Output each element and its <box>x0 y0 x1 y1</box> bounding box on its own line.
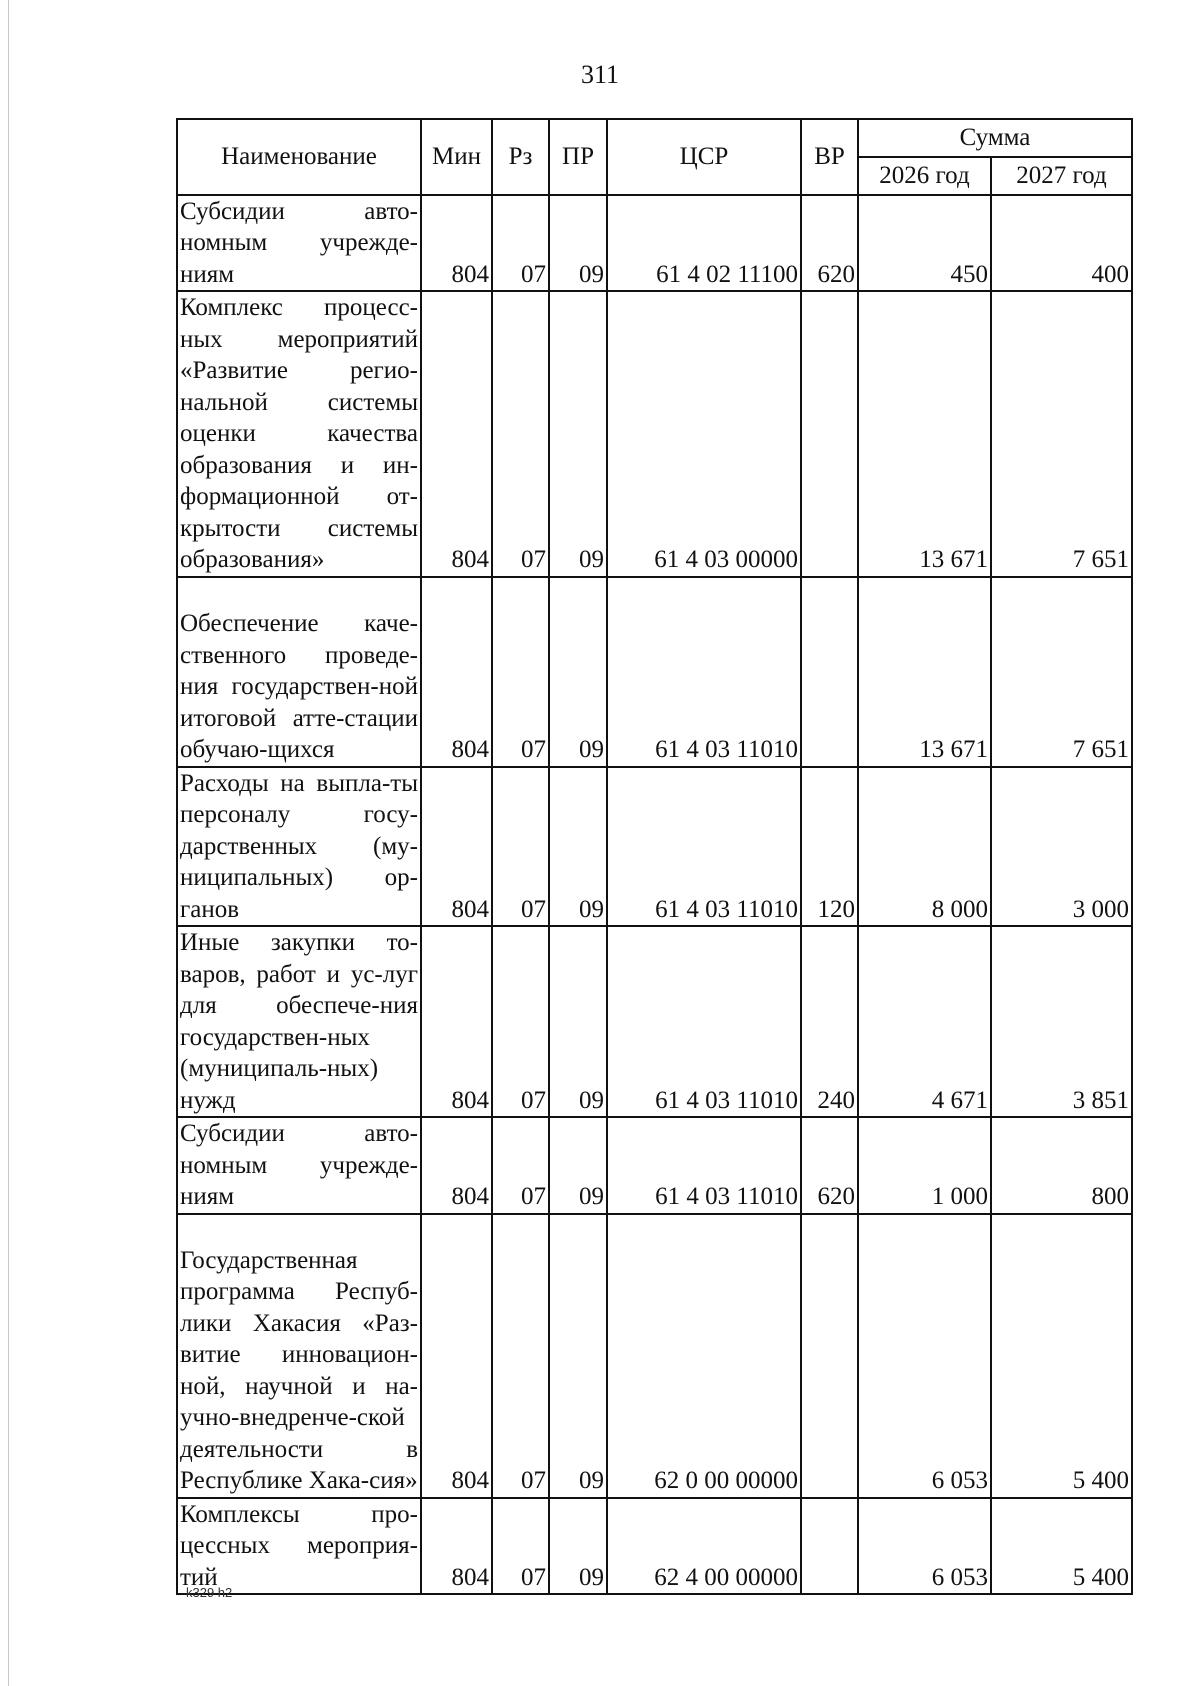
row-2027: 5 400 <box>991 1498 1132 1595</box>
budget-table <box>176 118 1133 1595</box>
row-2026: 4 671 <box>858 926 991 1117</box>
row-2027: 800 <box>991 1117 1132 1214</box>
row-pr: 09 <box>549 195 607 292</box>
row-rz: 07 <box>492 1117 549 1214</box>
row-rz: 07 <box>492 195 549 292</box>
row-csr: 61 4 02 11100 <box>607 195 801 292</box>
row-vr: 620 <box>801 195 858 292</box>
row-rz: 07 <box>492 767 549 927</box>
row-pr: 09 <box>549 291 607 577</box>
row-rz: 07 <box>492 291 549 577</box>
row-2027: 3 851 <box>991 926 1132 1117</box>
header-vr: ВР <box>801 119 858 195</box>
row-vr <box>801 291 858 577</box>
footer-code: k329 h2 <box>186 1585 233 1600</box>
row-name: Комплексы про-цессных мероприя-тий <box>177 1498 421 1595</box>
page-margin-line <box>8 0 9 1686</box>
row-min: 804 <box>421 291 492 577</box>
header-name: Наименование <box>177 119 421 195</box>
row-min: 804 <box>421 767 492 927</box>
table-row <box>177 577 1132 767</box>
row-vr: 240 <box>801 926 858 1117</box>
row-name: Субсидии авто-номным учрежде-ниям <box>177 1117 421 1214</box>
row-min: 804 <box>421 1214 492 1498</box>
row-2026: 6 053 <box>858 1498 991 1595</box>
row-2026: 13 671 <box>858 291 991 577</box>
row-pr: 09 <box>549 577 607 767</box>
row-min: 804 <box>421 577 492 767</box>
row-name: Расходы на выпла-ты персоналу госу-дарственных (му-ниципальных) ор-ганов <box>177 767 421 927</box>
row-rz: 07 <box>492 1498 549 1595</box>
row-name: Иные закупки то-варов, работ и ус-луг для обеспече-ния государствен-ных (муниципаль-ных) нужд <box>177 926 421 1117</box>
header-row <box>177 119 1132 157</box>
row-2027: 400 <box>991 195 1132 292</box>
header-year-2027: 2027 год <box>991 157 1132 195</box>
row-2026: 450 <box>858 195 991 292</box>
row-pr: 09 <box>549 1214 607 1498</box>
row-2026: 8 000 <box>858 767 991 927</box>
row-min: 804 <box>421 926 492 1117</box>
row-min: 804 <box>421 195 492 292</box>
row-min: 804 <box>421 1498 492 1595</box>
row-pr: 09 <box>549 1117 607 1214</box>
header-rz: Рз <box>492 119 549 195</box>
row-rz: 07 <box>492 1214 549 1498</box>
row-csr: 61 4 03 11010 <box>607 1117 801 1214</box>
row-pr: 09 <box>549 767 607 927</box>
row-name: Обеспечение каче-ственного проведе-ния государствен-ной итоговой атте-стации обучаю-щихся <box>177 577 421 767</box>
row-2026: 13 671 <box>858 577 991 767</box>
page-number: 311 <box>580 60 620 89</box>
row-name: Субсидии авто-номным учрежде-ниям <box>177 195 421 292</box>
table-row <box>177 1498 1132 1595</box>
table-row <box>177 291 1132 577</box>
table-row <box>177 767 1132 927</box>
header-pr: ПР <box>549 119 607 195</box>
row-2027: 7 651 <box>991 577 1132 767</box>
row-csr: 62 0 00 00000 <box>607 1214 801 1498</box>
header-csr: ЦСР <box>607 119 801 195</box>
table-row <box>177 1214 1132 1498</box>
row-rz: 07 <box>492 577 549 767</box>
row-vr <box>801 1214 858 1498</box>
header-min: Мин <box>421 119 492 195</box>
table-row <box>177 1117 1132 1214</box>
table-row <box>177 926 1132 1117</box>
header-year-2026: 2026 год <box>858 157 991 195</box>
row-2027: 5 400 <box>991 1214 1132 1498</box>
row-2027: 7 651 <box>991 291 1132 577</box>
row-pr: 09 <box>549 1498 607 1595</box>
table-row <box>177 195 1132 292</box>
row-csr: 61 4 03 11010 <box>607 767 801 927</box>
row-2027: 3 000 <box>991 767 1132 927</box>
header-sum: Сумма <box>858 119 1132 157</box>
row-2026: 6 053 <box>858 1214 991 1498</box>
row-csr: 61 4 03 00000 <box>607 291 801 577</box>
row-2026: 1 000 <box>858 1117 991 1214</box>
row-csr: 61 4 03 11010 <box>607 926 801 1117</box>
row-vr <box>801 577 858 767</box>
row-csr: 61 4 03 11010 <box>607 577 801 767</box>
row-pr: 09 <box>549 926 607 1117</box>
row-vr: 120 <box>801 767 858 927</box>
row-name: Государственная программа Респуб-лики Хакасия «Раз-витие инновацион-ной, научной и на-учно-внедренче-ской деятельности в Республике Хака-сия» <box>177 1214 421 1498</box>
row-rz: 07 <box>492 926 549 1117</box>
row-name: Комплекс процесс-ных мероприятий «Развитие регио-нальной системы оценки качества образования и ин-формационной от-крытости системы образования» <box>177 291 421 577</box>
row-vr <box>801 1498 858 1595</box>
row-vr: 620 <box>801 1117 858 1214</box>
row-csr: 62 4 00 00000 <box>607 1498 801 1595</box>
row-min: 804 <box>421 1117 492 1214</box>
